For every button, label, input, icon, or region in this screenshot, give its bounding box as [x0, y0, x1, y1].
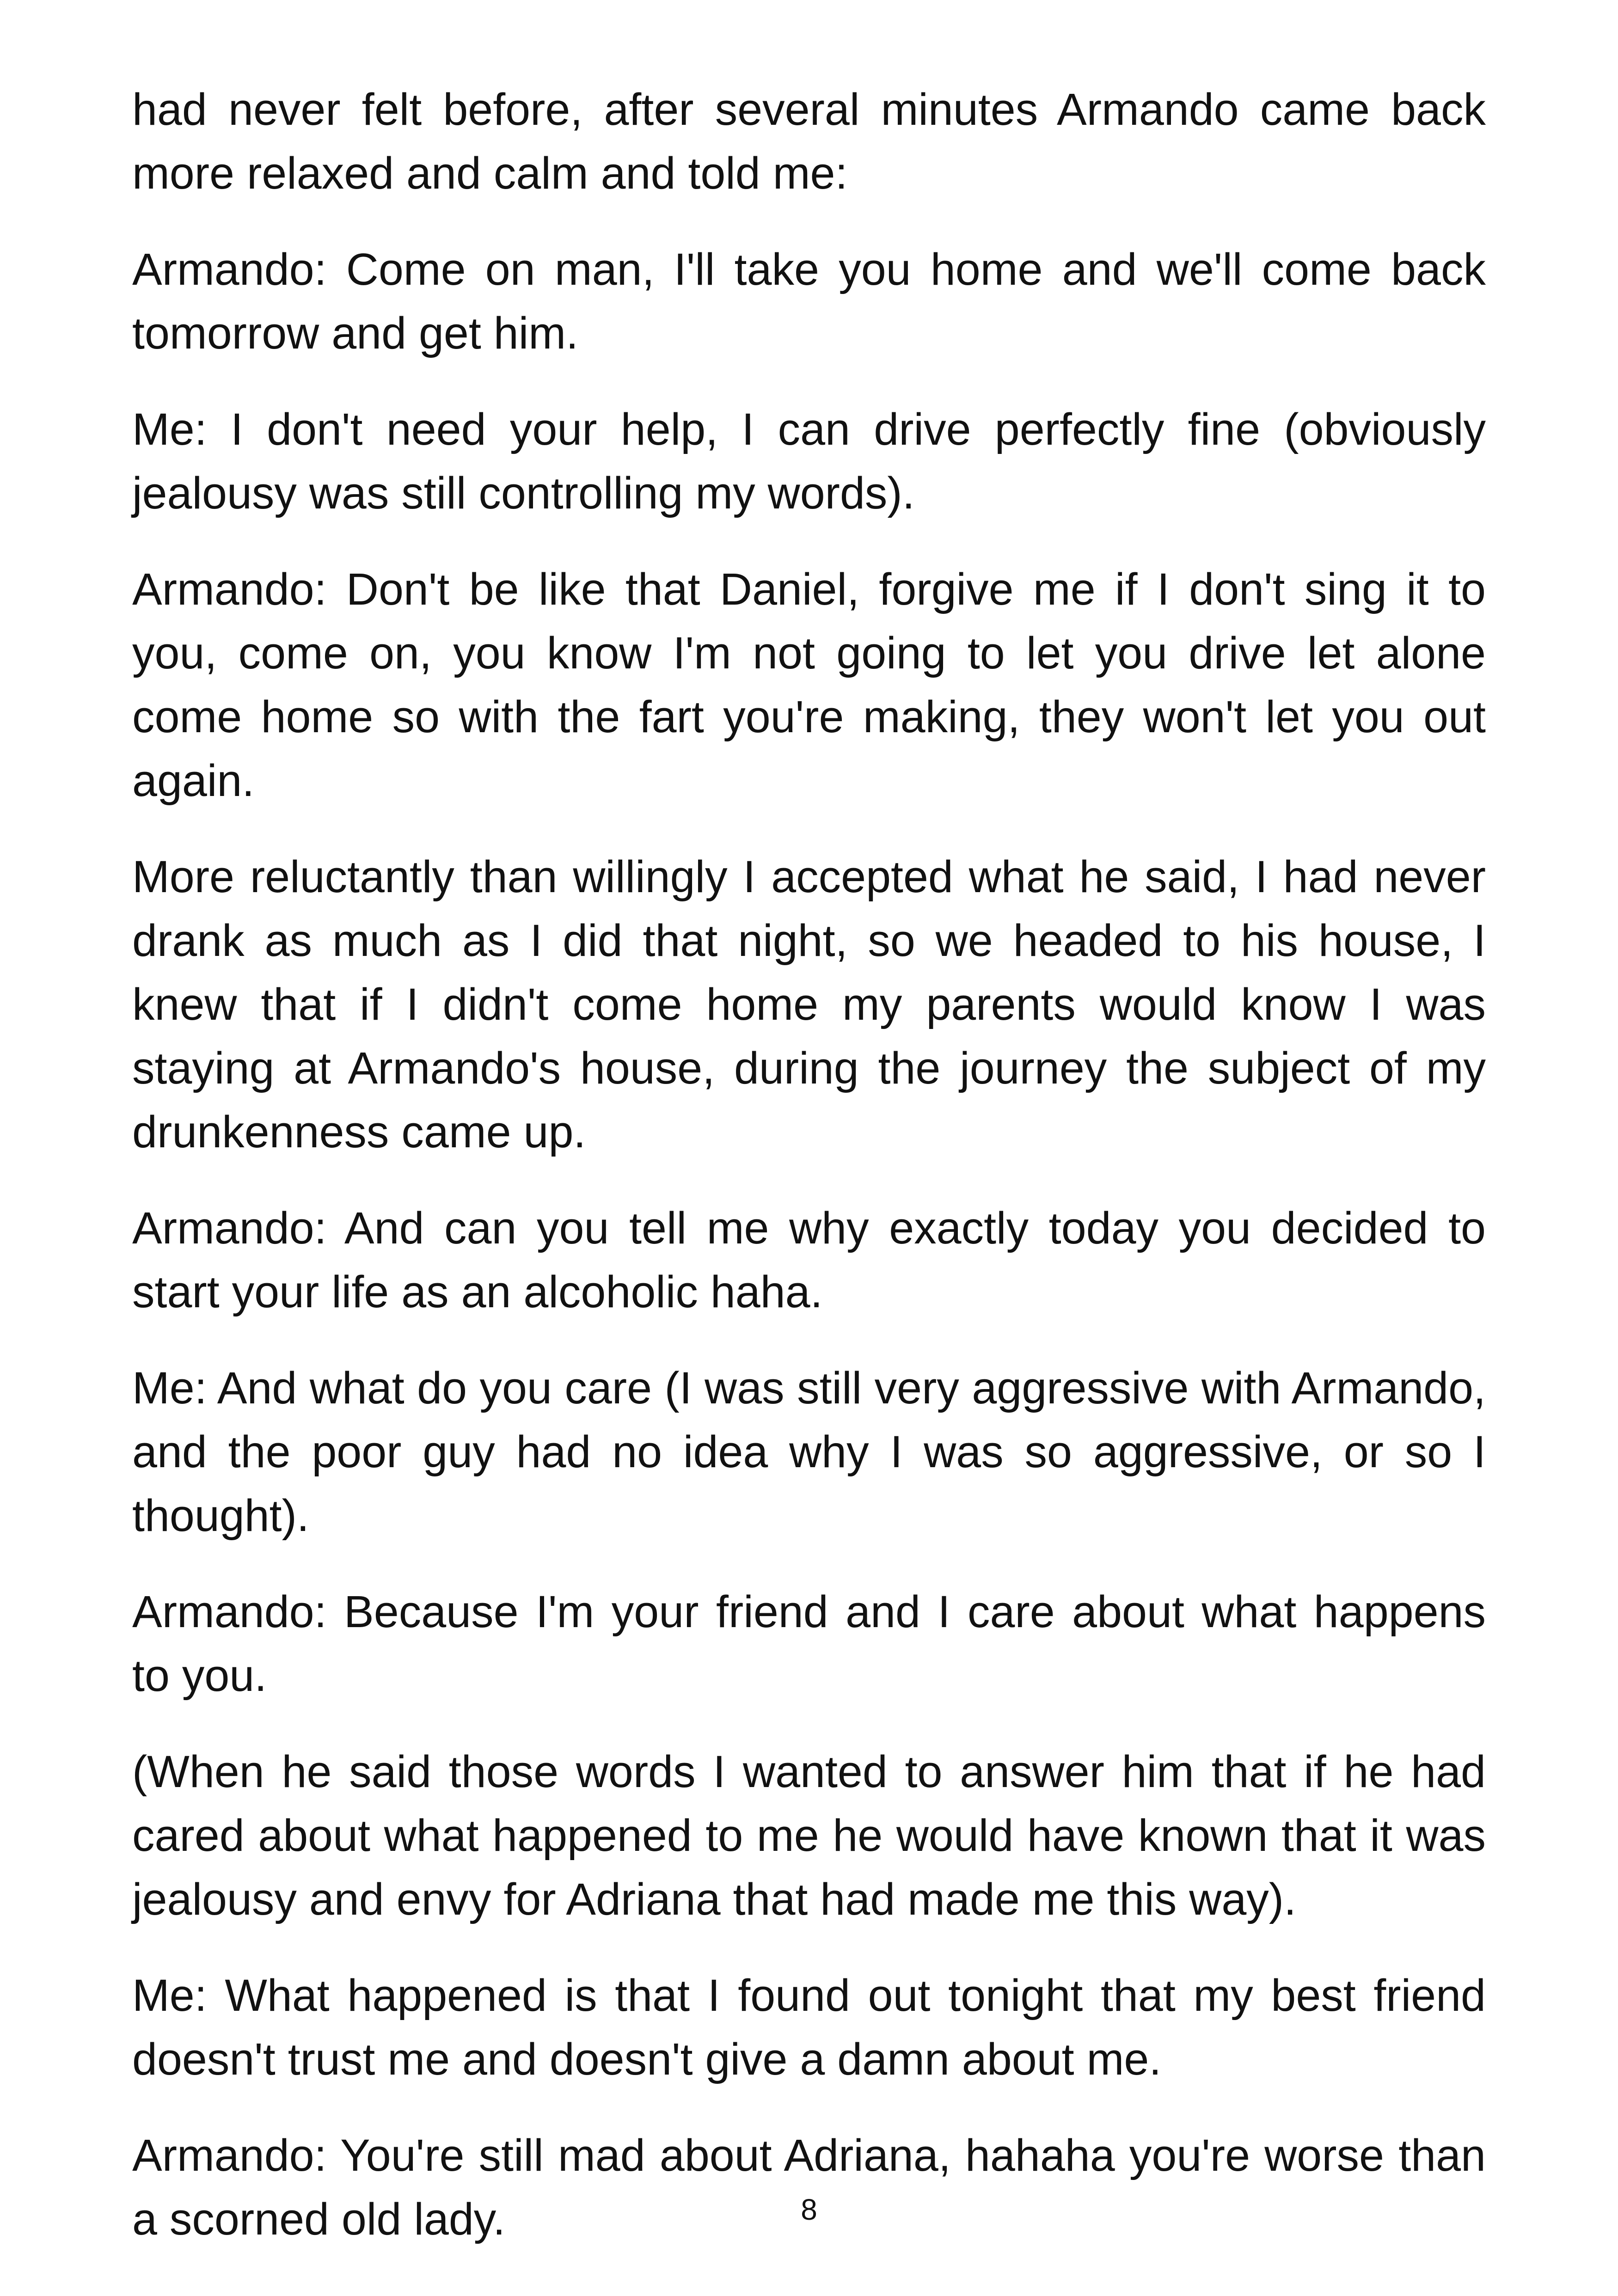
paragraph: (When he said those words I wanted to answer him that if he had cared about what happened to me he would have known that it was jealousy and envy for Adriana that had made me this way).	[132, 1746, 1486, 1924]
paragraph: had never felt before, after several minutes Armando came back more relaxed and calm and told me:	[132, 84, 1486, 198]
paragraph: More reluctantly than willingly I accepted what he said, I had never drank as much as I did that night, so we headed to his house, I knew that if I didn't come home my parents would know I was staying at Armando's house, during the journey the subject of my drunkenness came up.	[132, 851, 1486, 1157]
paragraph: Armando: You're still mad about Adriana, hahaha you're worse than a scorned old lady.	[132, 2130, 1486, 2244]
paragraph: Armando: Come on man, I'll take you home and we'll come back tomorrow and get him.	[132, 244, 1486, 358]
paragraph: Armando: And can you tell me why exactly today you decided to start your life as an alcoholic haha.	[132, 1203, 1486, 1317]
paragraph: Armando: Because I'm your friend and I care about what happens to you.	[132, 1586, 1486, 1701]
paragraph: Me: What happened is that I found out tonight that my best friend doesn't trust me and doesn't give a damn about me.	[132, 1970, 1486, 2084]
page-number: 8	[801, 2193, 817, 2226]
paragraph: Armando: Don't be like that Daniel, forgive me if I don't sing it to you, come on, you know I'm not going to let you drive let alone come home so with the fart you're making, they won't let you out again.	[132, 564, 1486, 806]
body-text	[132, 78, 1486, 2284]
paragraph: Me: I don't need your help, I can drive perfectly fine (obviously jealousy was still controlling my words).	[132, 404, 1486, 518]
paragraph: Me: And what do you care (I was still very aggressive with Armando, and the poor guy had no idea why I was so aggressive, or so I thought).	[132, 1363, 1486, 1541]
